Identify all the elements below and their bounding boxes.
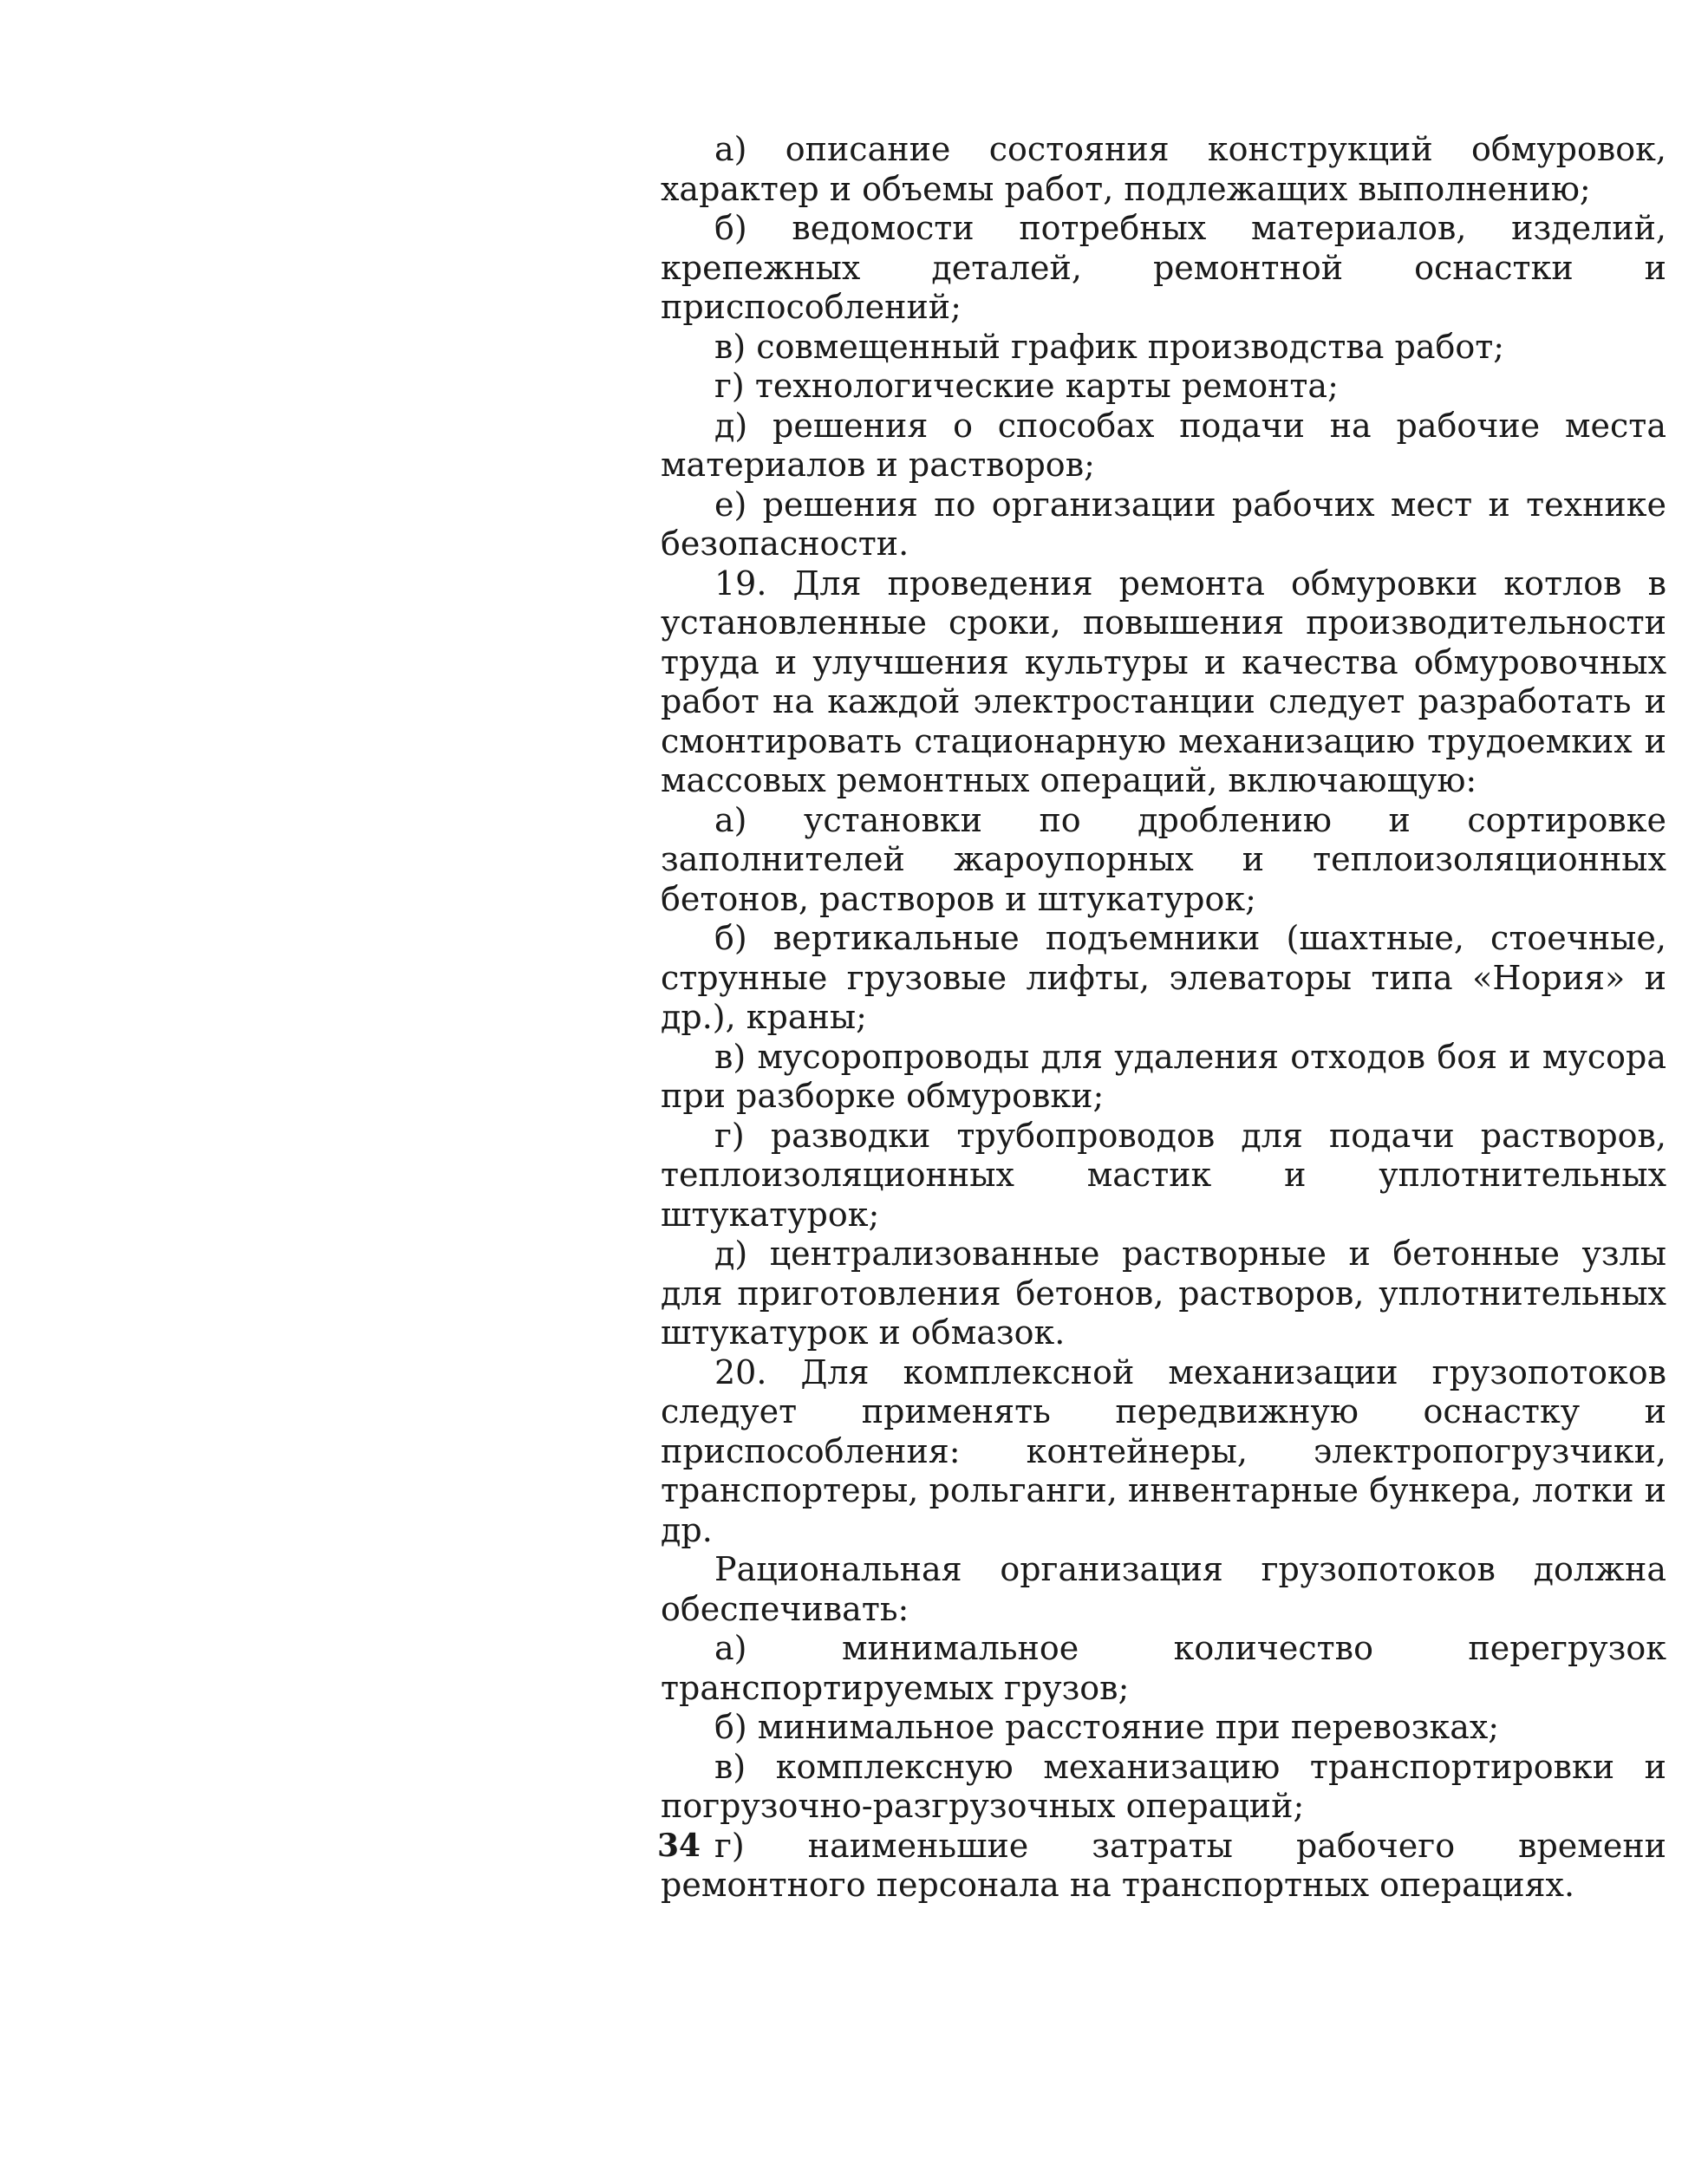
item-b-min-distance: б) минимальное расстояние при перевозках; <box>714 1708 1500 1746</box>
item-v-schedule: в) совмещенный график производства работ; <box>714 327 1505 366</box>
section-20-paragraph: 20. Для комплексной механизации грузопотоков следует применять передвижную оснастку и приспособления: контейнеры, электропогрузчики, транспортеры, рольганги, инвентарные бункера, лотки и др. <box>661 1352 1666 1549</box>
item-g-tech-cards: г) технологические карты ремонта; <box>714 367 1339 405</box>
section-19-paragraph: 19. Для проведения ремонта обмуровки котлов в установленные сроки, повышения производительности труда и улучшения культуры и качества обмуровочных работ на каждой электростанции следует разработать и смонтировать стационарную механизацию трудоемких и массовых ремонтных операций, включающую: <box>661 564 1666 799</box>
item-a-crushing-installations: а) установки по дроблению и сортировке заполнителей жароупорных и теплоизоляционных бетонов, растворов и штукатурок; <box>661 800 1666 918</box>
item-b-vertical-lifts: б) вертикальные подъемники (шахтные, стоечные, струнные грузовые лифты, элеваторы типа «Нория» и др.), краны; <box>661 919 1666 1036</box>
logistics-intro: Рациональная организация грузопотоков должна обеспечивать: <box>661 1550 1666 1628</box>
item-v-chutes: в) мусоропроводы для удаления отходов боя и мусора при разборке обмуровки; <box>661 1037 1666 1115</box>
item-v-complex-mechanization: в) комплексную механизацию транспортировки и погрузочно-разгрузочных операций; <box>661 1747 1666 1825</box>
page-number: 34 <box>657 1828 701 1864</box>
item-a-description: а) описание состояния конструкций обмуровок, характер и объемы работ, подлежащих выполнению; <box>661 130 1666 208</box>
item-b-materials-list: б) ведомости потребных материалов, изделий, крепежных деталей, ремонтной оснастки и приспособлений; <box>661 209 1666 326</box>
item-e-workplace-safety: е) решения по организации рабочих мест и технике безопасности. <box>661 485 1666 563</box>
item-a-min-transfers: а) минимальное количество перегрузок транспортируемых грузов; <box>661 1629 1666 1707</box>
item-g-pipelines: г) разводки трубопроводов для подачи растворов, теплоизоляционных мастик и уплотнительных штукатурок; <box>661 1116 1666 1234</box>
item-d-central-units: д) централизованные растворные и бетонные узлы для приготовления бетонов, растворов, уплотнительных штукатурок и обмазок. <box>661 1235 1666 1352</box>
item-d-supply-methods: д) решения о способах подачи на рабочие места материалов и растворов; <box>661 406 1666 484</box>
body-text <box>661 130 1666 1906</box>
item-g-min-time: г) наименьшие затраты рабочего времени ремонтного персонала на транспортных операциях. <box>661 1826 1666 1904</box>
